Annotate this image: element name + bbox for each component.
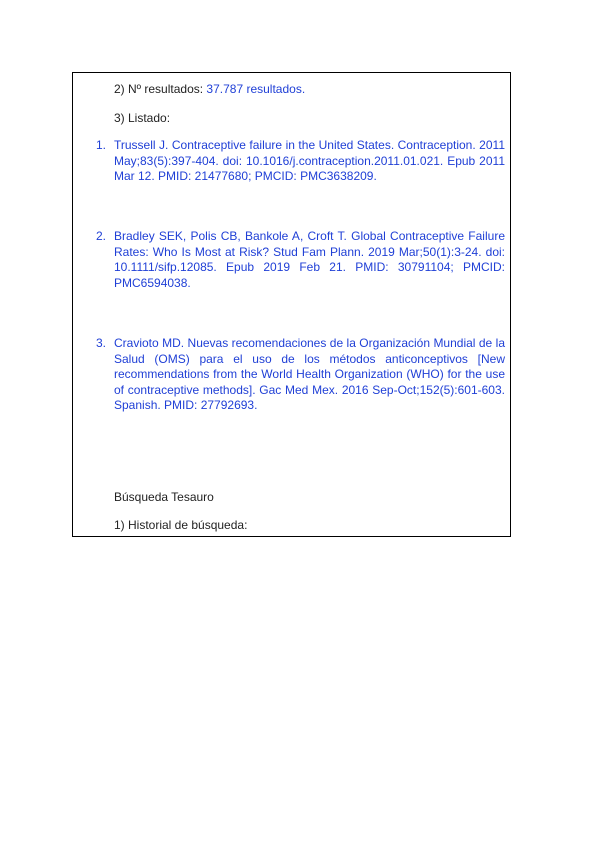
reference-citation[interactable]: Bradley SEK, Polis CB, Bankole A, Croft T. Global Contraceptive Failure Rates: Who Is Most at Risk? Stud Fam Plann. 2019 Mar;50(1):3-24. doi: 10.1111/sifp.12085. Epub 2019 Feb 21. PMID: 30791104; PMCID: PMC6594038. (114, 229, 505, 290)
results-count-line (114, 82, 305, 97)
listing-heading: 3) Listado: (114, 111, 171, 125)
reference-item-3[interactable] (96, 336, 505, 414)
thesaurus-heading: Búsqueda Tesauro (114, 490, 214, 504)
search-history-label: 1) Historial de búsqueda: (114, 518, 248, 532)
reference-citation[interactable]: Cravioto MD. Nuevas recomendaciones de la Organización Mundial de la Salud (OMS) para el uso de los métodos anticonceptivos [New recommendations from the World Health Organization (WHO) for the use of contraceptive methods]. Gac Med Mex. 2016 Sep-Oct;152(5):601-603. Spanish. PMID: 27792693. (114, 336, 505, 412)
reference-citation[interactable]: Trussell J. Contraceptive failure in the United States. Contraception. 2011 May;83(5):397-404. doi: 10.1016/j.contraception.2011.01.021. Epub 2011 Mar 12. PMID: 21477680; PMCID: PMC3638209. (114, 138, 505, 183)
reference-number: 2. (96, 229, 107, 243)
results-count-link[interactable]: 37.787 resultados. (206, 82, 306, 96)
reference-number: 3. (96, 336, 107, 350)
reference-number: 1. (96, 138, 107, 152)
reference-item-2[interactable] (96, 229, 505, 291)
results-count-label: 2) Nº resultados: (114, 82, 207, 96)
reference-item-1[interactable] (96, 138, 505, 185)
